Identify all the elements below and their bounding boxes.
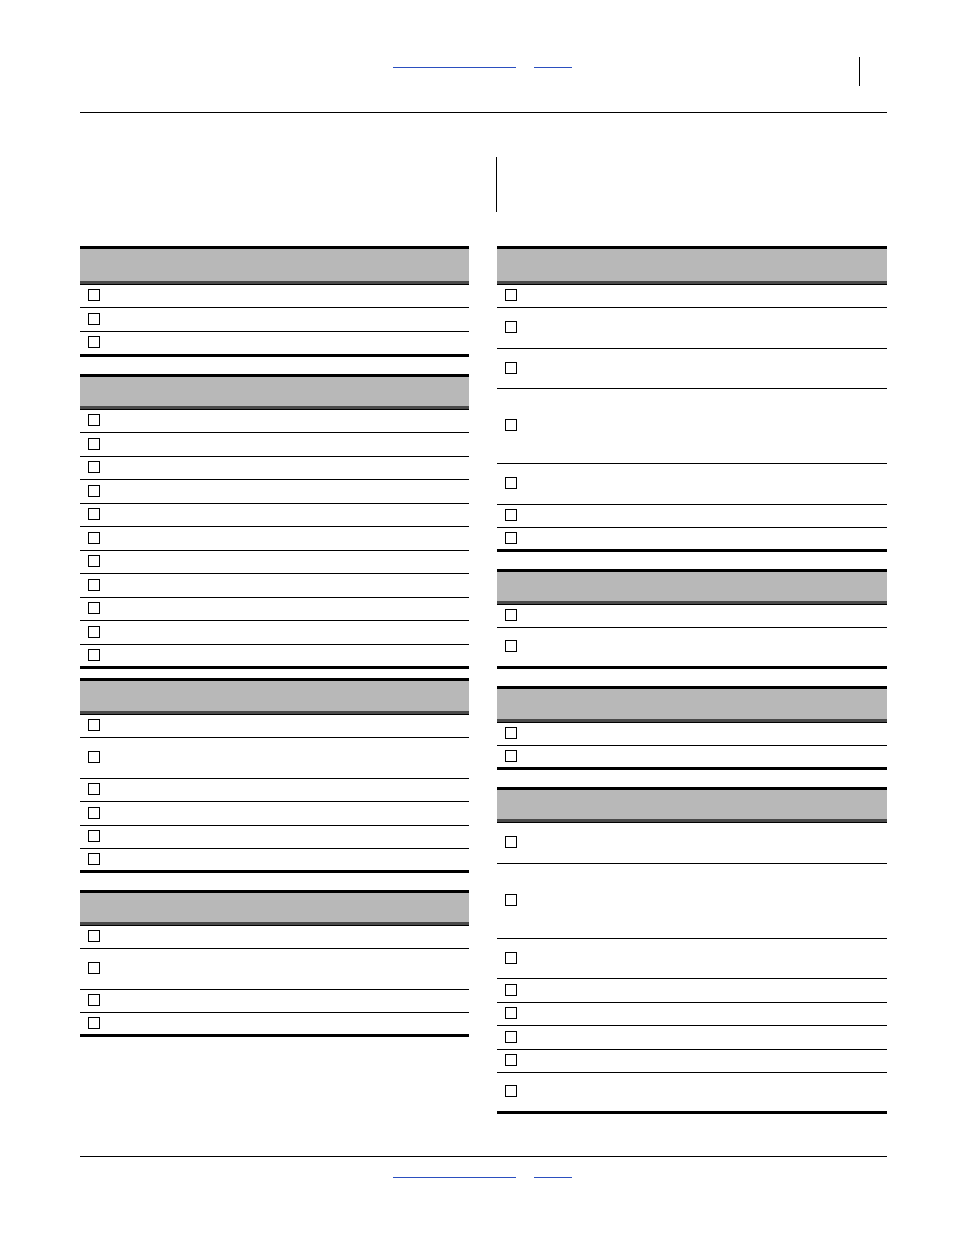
checklist-row: [80, 456, 469, 479]
checkbox[interactable]: [88, 438, 100, 450]
checklist-section: [497, 246, 887, 552]
checkbox[interactable]: [88, 783, 100, 795]
checkbox[interactable]: [505, 1007, 517, 1019]
checklist-row: [497, 722, 887, 745]
checkbox[interactable]: [505, 894, 517, 906]
checklist-row: [80, 479, 469, 503]
checklist-section: [80, 890, 469, 1037]
checklist-row: [497, 463, 887, 504]
checkbox[interactable]: [88, 807, 100, 819]
checkbox[interactable]: [88, 414, 100, 426]
checklist-row: [80, 737, 469, 778]
checklist-row: [497, 627, 887, 666]
checklist-row: [80, 778, 469, 801]
header-change-bar: [859, 57, 860, 86]
checkbox[interactable]: [88, 962, 100, 974]
checklist-row: [80, 550, 469, 573]
checkbox[interactable]: [505, 836, 517, 848]
checklist-row: [80, 801, 469, 825]
checklist-row: [80, 331, 469, 354]
checklist-row: [80, 620, 469, 644]
footer-link-1[interactable]: [393, 1177, 516, 1178]
checkbox[interactable]: [505, 727, 517, 739]
checkbox[interactable]: [88, 930, 100, 942]
checkbox[interactable]: [88, 313, 100, 325]
checkbox[interactable]: [88, 751, 100, 763]
checklist-row: [497, 307, 887, 348]
footer-rule: [80, 1156, 887, 1157]
checkbox[interactable]: [505, 477, 517, 489]
checkbox[interactable]: [88, 508, 100, 520]
checklist-row: [497, 388, 887, 463]
checkbox[interactable]: [88, 532, 100, 544]
checkbox[interactable]: [505, 289, 517, 301]
checkbox[interactable]: [505, 640, 517, 652]
checklist-row: [80, 848, 469, 870]
checkbox[interactable]: [505, 609, 517, 621]
checklist-row: [80, 526, 469, 550]
checklist-row: [80, 307, 469, 331]
checklist-row: [80, 644, 469, 666]
checklist-row: [497, 284, 887, 307]
checklist-row: [80, 597, 469, 620]
section-header: [80, 681, 469, 714]
checkbox[interactable]: [88, 626, 100, 638]
footer-link-2[interactable]: [534, 1177, 572, 1178]
checkbox[interactable]: [505, 952, 517, 964]
checkbox[interactable]: [505, 984, 517, 996]
checklist-row: [497, 527, 887, 549]
checkbox[interactable]: [505, 532, 517, 544]
checkbox[interactable]: [505, 321, 517, 333]
checkbox[interactable]: [505, 419, 517, 431]
checklist-row: [497, 1002, 887, 1025]
checklist-row: [80, 825, 469, 848]
checkbox[interactable]: [88, 602, 100, 614]
section-header: [497, 689, 887, 722]
checklist-section: [497, 787, 887, 1114]
checkbox[interactable]: [88, 289, 100, 301]
checklist-row: [497, 1049, 887, 1072]
checkbox[interactable]: [88, 719, 100, 731]
checkbox[interactable]: [88, 336, 100, 348]
checklist-row: [80, 432, 469, 456]
right-column: [497, 246, 887, 1131]
checklist-row: [497, 978, 887, 1002]
checklist-section: [497, 686, 887, 770]
checkbox[interactable]: [505, 509, 517, 521]
header-rule: [80, 112, 887, 113]
checkbox[interactable]: [505, 750, 517, 762]
checkbox[interactable]: [505, 1085, 517, 1097]
checklist-row: [497, 1072, 887, 1111]
checklist-row: [497, 504, 887, 527]
checklist-section: [80, 246, 469, 357]
checklist-row: [80, 284, 469, 307]
checklist-row: [497, 745, 887, 767]
checklist-row: [80, 989, 469, 1012]
checklist-row: [497, 822, 887, 863]
header-link-1[interactable]: [393, 67, 516, 68]
checkbox[interactable]: [505, 362, 517, 374]
checklist-row: [80, 925, 469, 948]
section-header: [497, 572, 887, 604]
checklist-row: [497, 863, 887, 938]
checklist-row: [80, 409, 469, 432]
checklist-row: [497, 938, 887, 978]
checklist-row: [80, 503, 469, 526]
checklist-row: [80, 573, 469, 597]
left-column: [80, 246, 469, 1054]
checkbox[interactable]: [88, 649, 100, 661]
checkbox[interactable]: [88, 994, 100, 1006]
checklist-row: [497, 604, 887, 627]
checklist-row: [497, 1025, 887, 1049]
checkbox[interactable]: [88, 1017, 100, 1029]
checklist-row: [80, 948, 469, 989]
section-header: [80, 893, 469, 925]
section-header: [80, 377, 469, 409]
checklist-row: [497, 348, 887, 388]
section-header: [80, 249, 469, 284]
checkbox[interactable]: [88, 579, 100, 591]
checkbox[interactable]: [505, 1031, 517, 1043]
checklist-row: [80, 714, 469, 737]
checkbox[interactable]: [88, 555, 100, 567]
checklist-section: [497, 569, 887, 669]
checkbox[interactable]: [88, 485, 100, 497]
section-header: [497, 249, 887, 284]
checklist-section: [80, 374, 469, 669]
section-header: [497, 790, 887, 822]
header-link-2[interactable]: [534, 67, 572, 68]
checklist-row: [80, 1012, 469, 1034]
checklist-section: [80, 678, 469, 873]
checkbox[interactable]: [88, 461, 100, 473]
checkbox[interactable]: [88, 830, 100, 842]
checkbox[interactable]: [88, 853, 100, 865]
checkbox[interactable]: [505, 1054, 517, 1066]
center-change-bar: [496, 157, 497, 212]
